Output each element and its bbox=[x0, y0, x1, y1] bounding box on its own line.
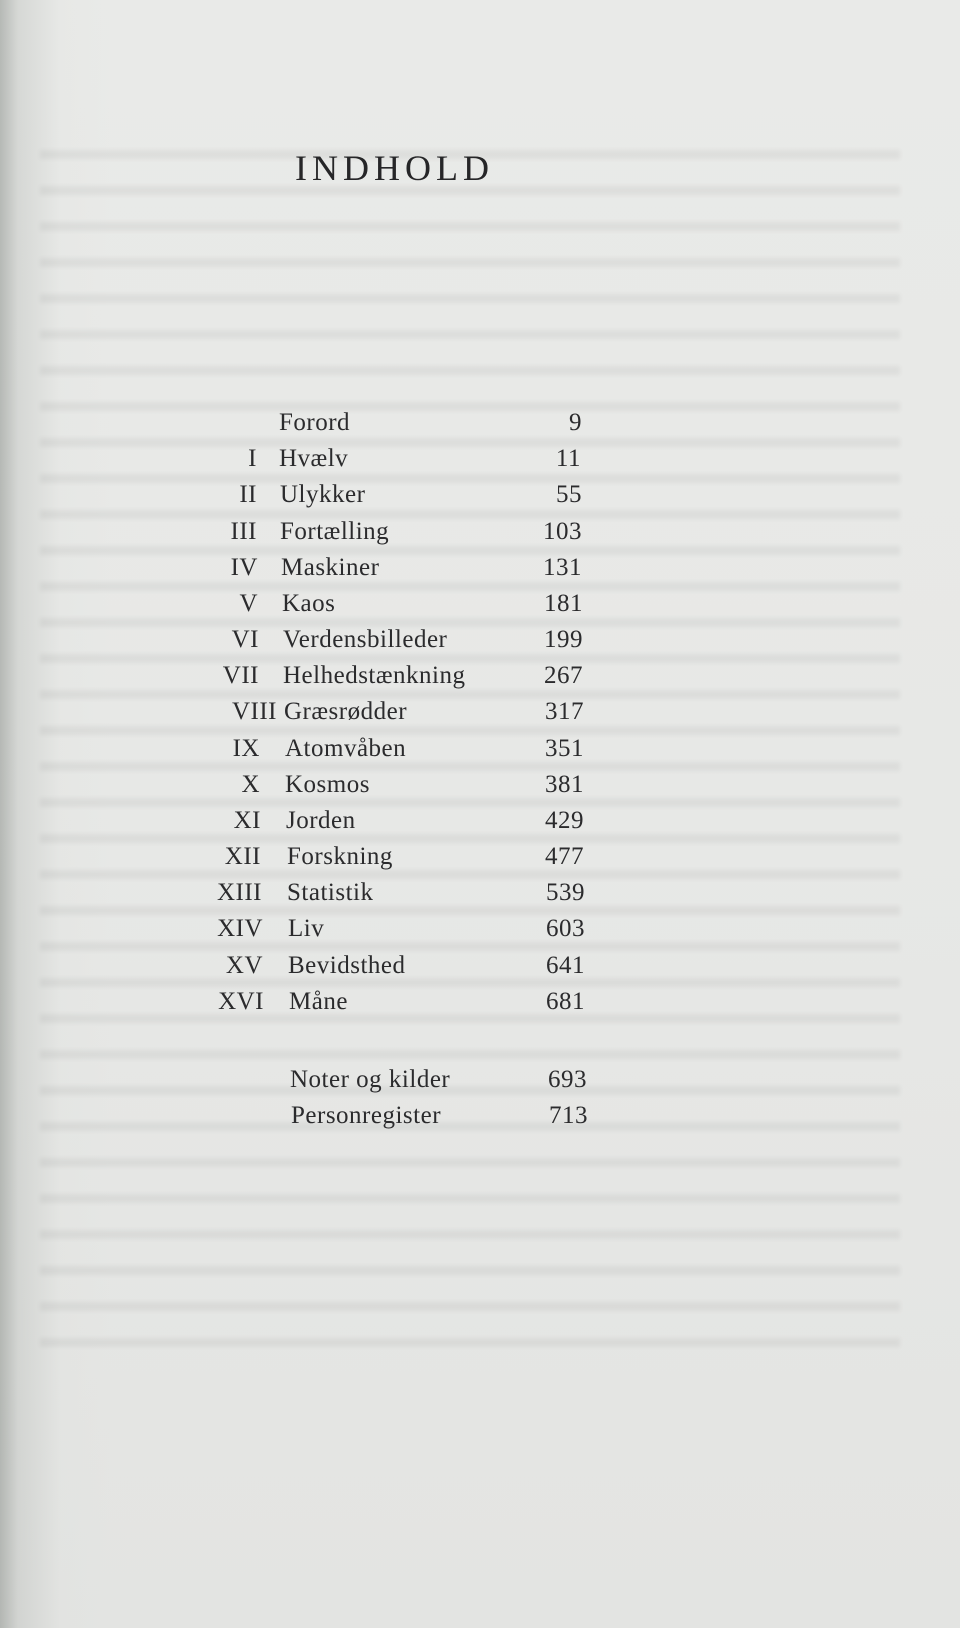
toc-entry bbox=[0, 767, 960, 803]
chapter-page: 429 bbox=[545, 807, 584, 834]
back-matter-title: Personregister bbox=[291, 1102, 442, 1129]
chapter-title: Ulykker bbox=[280, 481, 366, 508]
toc-entry bbox=[0, 694, 960, 730]
chapter-numeral: VIII bbox=[231, 698, 277, 725]
toc-entry bbox=[0, 803, 960, 839]
toc-entry bbox=[0, 984, 960, 1020]
chapter-numeral: III bbox=[230, 518, 257, 545]
back-matter-title: Noter og kilder bbox=[290, 1066, 451, 1093]
chapter-page: 603 bbox=[546, 915, 585, 942]
chapter-title: Statistik bbox=[287, 879, 374, 906]
chapter-title: Helhedstænkning bbox=[283, 662, 466, 689]
toc-entry bbox=[0, 405, 960, 441]
toc-entry bbox=[0, 911, 960, 947]
toc-entry bbox=[0, 514, 960, 550]
chapter-numeral: XIII bbox=[216, 879, 262, 906]
chapter-page: 539 bbox=[546, 879, 585, 906]
toc-entry bbox=[0, 622, 960, 658]
chapter-numeral: XII bbox=[224, 843, 261, 870]
toc-entry bbox=[0, 731, 960, 767]
chapter-numeral: IV bbox=[230, 554, 258, 581]
chapter-page: 351 bbox=[545, 735, 584, 762]
chapter-title: Kaos bbox=[282, 590, 336, 617]
toc-entry bbox=[0, 875, 960, 911]
toc-back-matter-entry bbox=[0, 1062, 960, 1098]
chapter-page: 9 bbox=[569, 409, 582, 436]
chapter-page: 641 bbox=[546, 952, 585, 979]
chapter-numeral: X bbox=[241, 771, 260, 798]
chapter-page: 381 bbox=[545, 771, 584, 798]
chapter-title: Måne bbox=[289, 988, 348, 1015]
back-matter-page: 693 bbox=[548, 1066, 587, 1093]
chapter-numeral: II bbox=[239, 481, 257, 508]
chapter-title: Hvælv bbox=[279, 445, 349, 472]
chapter-title: Jorden bbox=[286, 807, 356, 834]
toc-entry bbox=[0, 658, 960, 694]
chapter-numeral: VI bbox=[231, 626, 259, 653]
toc-entry bbox=[0, 839, 960, 875]
chapter-title: Forord bbox=[279, 409, 351, 436]
chapter-numeral: XV bbox=[225, 952, 263, 979]
chapter-title: Græsrødder bbox=[284, 698, 408, 725]
chapter-page: 267 bbox=[544, 662, 583, 689]
chapter-numeral: I bbox=[248, 445, 257, 472]
page-title: INDHOLD bbox=[295, 148, 494, 188]
toc-entry bbox=[0, 441, 960, 477]
chapter-title: Forskning bbox=[287, 843, 393, 870]
chapter-title: Atomvåben bbox=[285, 735, 407, 762]
chapter-page: 131 bbox=[543, 554, 582, 581]
chapter-title: Liv bbox=[288, 915, 325, 942]
toc-back-matter-entry bbox=[0, 1098, 960, 1134]
chapter-numeral: VII bbox=[222, 662, 259, 689]
chapter-numeral: XIV bbox=[217, 915, 263, 942]
chapter-numeral: XI bbox=[233, 807, 261, 834]
chapter-numeral: IX bbox=[232, 735, 260, 762]
toc-entry bbox=[0, 948, 960, 984]
chapter-page: 317 bbox=[545, 698, 584, 725]
chapter-page: 199 bbox=[544, 626, 583, 653]
chapter-page: 181 bbox=[544, 590, 583, 617]
chapter-page: 11 bbox=[555, 445, 581, 472]
chapter-page: 681 bbox=[546, 988, 585, 1015]
chapter-title: Bevidsthed bbox=[288, 952, 406, 979]
chapter-title: Verdensbilleder bbox=[283, 626, 448, 653]
chapter-numeral: XVI bbox=[218, 988, 264, 1015]
toc-entry bbox=[0, 550, 960, 586]
toc-entry bbox=[0, 586, 960, 622]
back-matter-page: 713 bbox=[549, 1102, 588, 1129]
toc-entry bbox=[0, 477, 960, 513]
chapter-page: 477 bbox=[545, 843, 584, 870]
chapter-numeral: V bbox=[239, 590, 258, 617]
chapter-title: Fortælling bbox=[280, 518, 390, 545]
chapter-title: Maskiner bbox=[281, 554, 380, 581]
chapter-page: 55 bbox=[556, 481, 582, 508]
chapter-title: Kosmos bbox=[285, 771, 370, 798]
chapter-page: 103 bbox=[543, 518, 582, 545]
